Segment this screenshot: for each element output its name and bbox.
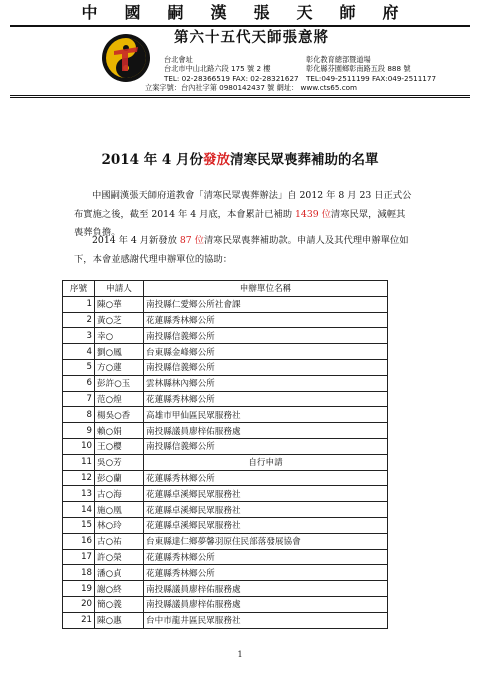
cell-no: 5 (63, 359, 95, 375)
cell-no: 4 (63, 344, 95, 360)
april-count: 87 位 (179, 235, 204, 246)
cell-unit: 花蓮縣秀林鄉公所 (144, 391, 388, 407)
cell-no: 18 (63, 565, 95, 581)
cell-no: 6 (63, 375, 95, 391)
cell-applicant: 劉○鳳 (95, 344, 144, 360)
cell-applicant: 謝○終 (95, 581, 144, 597)
table-row (63, 565, 388, 581)
p1-tail: 清寒民眾，減輕其喪葬負擔。 (74, 208, 406, 238)
title-date: 2014 年 4 月份 (101, 152, 204, 168)
cell-unit: 南投縣信義鄉公所 (144, 328, 388, 344)
cell-unit: 南投縣議員廖梓佑服務處 (144, 581, 388, 597)
changhua-address (306, 55, 436, 83)
cell-unit: 台東縣金峰鄉公所 (144, 344, 388, 360)
cell-applicant: 幸○ (95, 328, 144, 344)
taipei-street: 台北市中山北路六段 175 號 2 樓 (164, 64, 271, 74)
p1-text: 中國嗣漢張天師府道教會「清寒民眾喪葬辦法」自 2012 年 8 月 23 日正式公布實施之後，截至 2014 年 4 月底，本會累計已補助 (74, 190, 412, 220)
cell-applicant: 林○玲 (95, 517, 144, 533)
cell-unit: 高雄市甲仙區民眾服務社 (144, 407, 388, 423)
cell-unit: 花蓮縣卓溪鄉民眾服務社 (144, 517, 388, 533)
table-row (63, 533, 388, 549)
p2-text: 2014 年 4 月新發放 (92, 235, 180, 246)
cell-no: 16 (63, 533, 95, 549)
cell-applicant: 潘○貞 (95, 565, 144, 581)
cell-unit: 南投縣信義鄉公所 (144, 438, 388, 454)
cell-applicant: 陳○華 (95, 296, 144, 312)
cell-no: 10 (63, 438, 95, 454)
cell-no: 17 (63, 549, 95, 565)
cell-applicant: 陳○惠 (95, 612, 144, 628)
changhua-phone: TEL:049-2511199 FAX:049-2511177 (306, 73, 437, 83)
col-header-no: 序號 (63, 281, 95, 297)
cell-applicant: 古○海 (95, 486, 144, 502)
cell-applicant: 古○祐 (95, 533, 144, 549)
cell-no: 21 (63, 612, 95, 628)
cell-applicant: 王○櫻 (95, 438, 144, 454)
cell-no: 2 (63, 312, 95, 328)
table-row (63, 359, 388, 375)
cell-no: 14 (63, 502, 95, 518)
table-row (63, 454, 388, 470)
cell-no: 3 (63, 328, 95, 344)
cell-unit: 花蓮縣秀林鄉公所 (144, 549, 388, 565)
organization-title: 中國嗣漢張天師府 (81, 3, 426, 22)
cell-unit: 南投縣信義鄉公所 (144, 359, 388, 375)
title-highlight: 發放 (203, 152, 231, 168)
cell-unit: 南投縣議員廖梓佑服務處 (144, 423, 388, 439)
cell-no: 20 (63, 596, 95, 612)
cell-applicant: 吳○芳 (95, 454, 144, 470)
cell-unit: 自行申請 (144, 454, 388, 470)
header-divider (10, 25, 470, 27)
cell-applicant: 彭許○玉 (95, 375, 144, 391)
page-number: 1 (237, 650, 243, 659)
cell-unit: 雲林縣林內鄉公所 (144, 375, 388, 391)
yin-yang-logo-icon (101, 33, 151, 83)
cell-unit: 花蓮縣秀林鄉公所 (144, 565, 388, 581)
cell-applicant: 簡○義 (95, 596, 144, 612)
table-row (63, 470, 388, 486)
cell-unit: 台東縣達仁鄉夢馨羽原住民部落發展協會 (144, 533, 388, 549)
subtitle: 第六十五代天師張意將 (174, 29, 329, 46)
table-row (63, 486, 388, 502)
taipei-office-label: 台北會址 (164, 55, 193, 64)
table-row (63, 423, 388, 439)
cell-applicant: 施○凰 (95, 502, 144, 518)
cell-unit: 花蓮縣卓溪鄉民眾服務社 (144, 502, 388, 518)
cell-applicant: 范○煌 (95, 391, 144, 407)
table-row (63, 438, 388, 454)
cell-unit: 南投縣議員廖梓佑服務處 (144, 596, 388, 612)
document-title (0, 151, 480, 169)
cell-no: 1 (63, 296, 95, 312)
cell-applicant: 賴○娟 (95, 423, 144, 439)
cell-unit: 花蓮縣秀林鄉公所 (144, 470, 388, 486)
table-row (63, 517, 388, 533)
p2-tail: 清寒民眾喪葬補助款。申請人及其代理申辦單位如下，本會並感謝代理申辦單位的協助： (74, 235, 409, 265)
taipei-address (164, 55, 299, 83)
cell-applicant: 方○蓮 (95, 359, 144, 375)
table-row (63, 344, 388, 360)
cell-no: 9 (63, 423, 95, 439)
cell-applicant: 許○榮 (95, 549, 144, 565)
changhua-office-label: 彰化教育總部暨道場 (306, 55, 371, 64)
col-header-unit: 申辦單位名稱 (144, 281, 388, 297)
header-bottom-rule-2 (10, 97, 470, 98)
cell-unit: 花蓮縣卓溪鄉民眾服務社 (144, 486, 388, 502)
table-row (63, 375, 388, 391)
table-row (63, 407, 388, 423)
table-header-row (63, 281, 388, 297)
cell-applicant: 楊吳○香 (95, 407, 144, 423)
cell-unit: 花蓮縣秀林鄉公所 (144, 312, 388, 328)
title-rest: 清寒民眾喪葬補助的名單 (230, 152, 379, 168)
table-row (63, 312, 388, 328)
header-bottom-rule (10, 95, 470, 96)
cell-no: 13 (63, 486, 95, 502)
recipient-table (62, 280, 388, 629)
col-header-applicant: 申請人 (95, 281, 144, 297)
changhua-street: 彰化縣芬園鄉彰南路五段 888 號 (306, 64, 411, 74)
april-paragraph (74, 232, 412, 269)
table-row (63, 549, 388, 565)
taipei-phone: TEL: 02-28366519 FAX: 02-28321627 (164, 73, 299, 83)
table-row (63, 296, 388, 312)
table-row (63, 596, 388, 612)
table-row (63, 328, 388, 344)
cell-unit: 南投縣仁愛鄉公所社會課 (144, 296, 388, 312)
table-row (63, 502, 388, 518)
cell-no: 8 (63, 407, 95, 423)
table-row (63, 612, 388, 628)
table-row (63, 391, 388, 407)
cumulative-count: 1439 位 (295, 208, 331, 220)
cell-no: 12 (63, 470, 95, 486)
registration-and-website: 立案字號：台內社字第 0980142437 號 網址： www.cts65.com (145, 83, 358, 92)
cell-no: 7 (63, 391, 95, 407)
table-row (63, 581, 388, 597)
cell-applicant: 黃○芝 (95, 312, 144, 328)
cell-applicant: 彭○蘭 (95, 470, 144, 486)
cell-no: 15 (63, 517, 95, 533)
cell-no: 11 (63, 454, 95, 470)
cell-unit: 台中市龍井區民眾服務社 (144, 612, 388, 628)
cell-no: 19 (63, 581, 95, 597)
